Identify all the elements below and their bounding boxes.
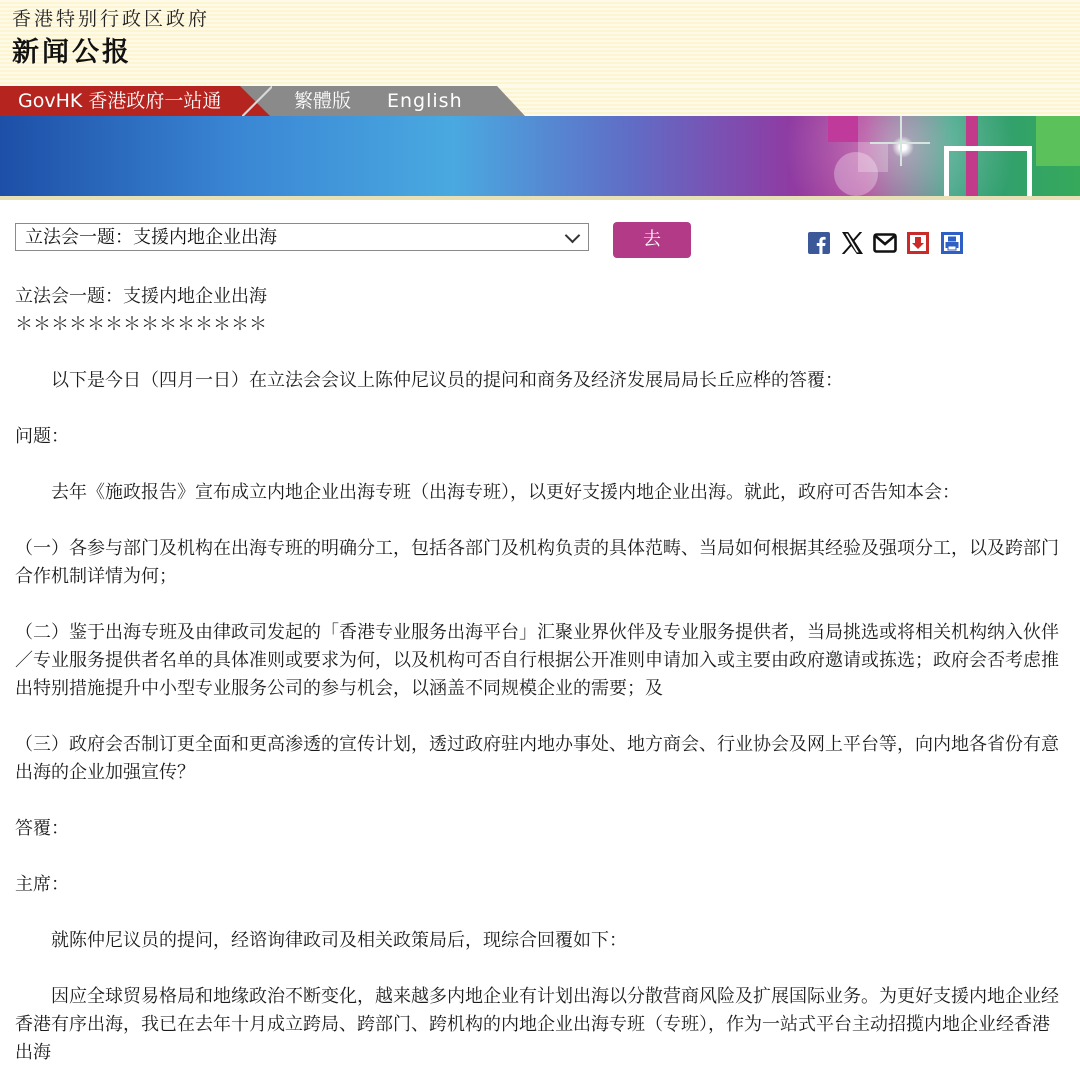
question-item-3: （三）政府会否制订更全面和更高渗透的宣传计划，透过政府驻内地办事处、地方商会、行业协会及网上平台等，向内地各省份有意出海的企业加强宣传？ [15,734,1059,783]
banner-underline [0,196,1080,200]
intro-paragraph: 以下是今日（四月一日）在立法会会议上陈仲尼议员的提问和商务及经济发展局局长丘应桦的答覆： [15,370,843,391]
nav-divider [242,86,272,116]
title-separator: ＊＊＊＊＊＊＊＊＊＊＊＊＊＊ [15,314,267,335]
reply-intro: 就陈仲尼议员的提问，经谘询律政司及相关政策局后，现综合回覆如下： [15,930,627,951]
select-value: 立法会一题：支援内地企业出海 [25,227,277,248]
x-icon[interactable] [840,231,864,255]
save-icon[interactable] [906,231,930,255]
govhk-link[interactable]: GovHK 香港政府一站通 [18,90,222,112]
facebook-icon[interactable] [807,231,831,255]
go-button[interactable]: 去 [613,222,691,258]
email-icon[interactable] [873,231,897,255]
masthead [0,0,1080,86]
press-release-title: 新闻公报 [12,37,132,68]
press-release-select[interactable] [15,223,589,251]
chevron-down-icon [565,228,581,244]
question-item-1: （一）各参与部门及机构在出海专班的明确分工，包括各部门及机构负责的具体范畴、当局如何根据其经验及强项分工，以及跨部门合作机制详情为何； [15,538,1059,587]
reply-heading: 答覆： [15,818,69,839]
top-navigation [0,86,1080,116]
article-title: 立法会一题：支援内地企业出海 [15,286,267,307]
print-icon[interactable] [940,231,964,255]
government-name: 香港特别行政区政府 [12,8,211,30]
question-paragraph: 去年《施政报告》宣布成立内地企业出海专班（出海专班），以更好支援内地企业出海。就此，政府可否告知本会： [15,482,960,503]
chair-salutation: 主席： [15,874,69,895]
question-item-2: （二）鉴于出海专班及由律政司发起的「香港专业服务出海平台」汇聚业界伙伴及专业服务提供者，当局挑选或将相关机构纳入伙伴／专业服务提供者名单的具体准则或要求为何，以及机构可否自行根据公开准则申请加入或主要由政府邀请或拣选；政府会否考虑推出特别措施提升中小型专业服务公司的参与机会，以涵盖不同规模企业的需要；及 [15,622,1059,699]
question-heading: 问题： [15,426,69,447]
english-link[interactable]: English [387,90,463,112]
decorative-banner [0,116,1080,196]
article-body [15,283,1065,1067]
reply-paragraph-1: 因应全球贸易格局和地缘政治不断变化，越来越多内地企业有计划出海以分散营商风险及扩展国际业务。为更好支援内地企业经香港有序出海，我已在去年十月成立跨局、跨部门、跨机构的内地企业出海专班（专班），作为一站式平台主动招揽内地企业经香港出海 [15,986,1059,1063]
traditional-chinese-link[interactable]: 繁體版 [294,90,352,112]
